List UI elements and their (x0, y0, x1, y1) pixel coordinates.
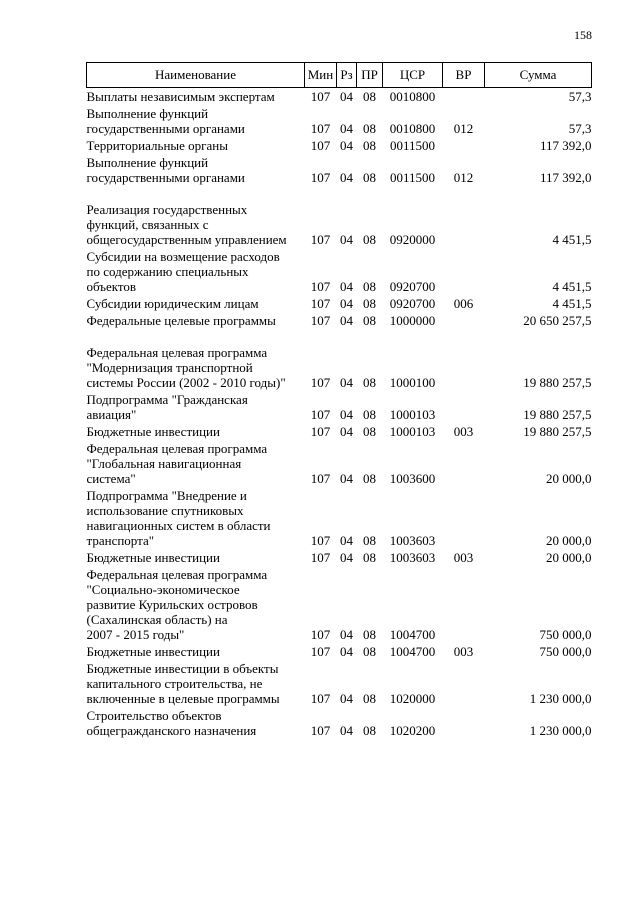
row-name (87, 154, 305, 186)
table-row (87, 248, 592, 295)
row-name-line: Субсидии на возмещение расходов (86, 249, 280, 264)
row-name-line: государственными органами (86, 170, 245, 185)
row-name (87, 295, 305, 312)
row-rz: 04 (340, 471, 353, 486)
row-rz: 04 (340, 313, 353, 328)
row-min: 107 (310, 279, 331, 294)
header-csr: ЦСР (383, 63, 443, 88)
row-name-line: Выполнение функций (86, 155, 209, 170)
row-name (87, 487, 305, 549)
header-sum: Сумма (485, 63, 592, 88)
spacer-cell (87, 186, 592, 201)
row-name-line: Выполнение функций (86, 106, 209, 121)
header-pr: ПР (357, 63, 383, 88)
table-row (87, 154, 592, 186)
row-min: 107 (310, 533, 331, 548)
row-name-line: система" (86, 471, 136, 486)
row-sum: 19 880 257,5 (523, 407, 592, 422)
table-row (87, 487, 592, 549)
row-vr: 003 (453, 550, 474, 565)
row-name-line: Выплаты независимым экспертам (86, 89, 275, 104)
row-sum: 4 451,5 (552, 232, 592, 247)
row-min: 107 (310, 170, 331, 185)
row-rz: 04 (340, 170, 353, 185)
row-vr: 003 (453, 644, 474, 659)
row-name-line: Федеральная целевая программа (86, 567, 268, 582)
row-vr: 012 (453, 170, 474, 185)
row-name-line: Субсидии юридическим лицам (86, 296, 259, 311)
row-vr: 003 (453, 424, 474, 439)
row-min: 107 (310, 627, 331, 642)
row-pr: 08 (363, 550, 376, 565)
table-row (87, 105, 592, 137)
row-csr: 0010800 (389, 89, 436, 104)
row-rz: 04 (340, 424, 353, 439)
row-name-line: Федеральная целевая программа (86, 441, 268, 456)
row-name (87, 88, 305, 106)
row-csr: 1020000 (389, 691, 436, 706)
spacer-row (87, 186, 592, 201)
table-row (87, 137, 592, 154)
row-vr (443, 707, 485, 739)
row-min: 107 (310, 550, 331, 565)
row-name (87, 440, 305, 487)
row-csr: 0920700 (389, 279, 436, 294)
row-rz: 04 (340, 691, 353, 706)
row-sum: 117 392,0 (539, 138, 592, 153)
row-sum: 4 451,5 (552, 279, 592, 294)
table-row (87, 549, 592, 566)
budget-table (86, 62, 592, 739)
row-csr: 1000103 (389, 407, 436, 422)
row-csr: 0011500 (389, 170, 436, 185)
row-pr: 08 (363, 296, 376, 311)
row-name-line: использование спутниковых (86, 503, 244, 518)
header-rz: Рз (337, 63, 357, 88)
row-min: 107 (310, 691, 331, 706)
row-vr (443, 660, 485, 707)
row-name-line: объектов (86, 279, 137, 294)
row-sum: 750 000,0 (539, 644, 592, 659)
row-pr: 08 (363, 279, 376, 294)
row-min: 107 (310, 375, 331, 390)
row-rz: 04 (340, 89, 353, 104)
row-name-line: по содержанию специальных (86, 264, 249, 279)
table-row (87, 391, 592, 423)
row-name-line: "Глобальная навигационная (86, 456, 242, 471)
row-pr: 08 (363, 313, 376, 328)
row-csr: 1000000 (389, 313, 436, 328)
row-csr: 0920700 (389, 296, 436, 311)
spacer-cell (87, 329, 592, 344)
row-name-line: транспорта" (86, 533, 155, 548)
row-name-line: Подпрограмма "Гражданская (86, 392, 248, 407)
row-pr: 08 (363, 407, 376, 422)
row-name-line: Бюджетные инвестиции в объекты (86, 661, 279, 676)
row-vr (443, 312, 485, 329)
row-min: 107 (310, 89, 331, 104)
row-min: 107 (310, 232, 331, 247)
row-name (87, 549, 305, 566)
header-name: Наименование (87, 63, 305, 88)
row-name-line: Бюджетные инвестиции (86, 424, 220, 439)
header-min: Мин (305, 63, 337, 88)
row-rz: 04 (340, 296, 353, 311)
row-sum: 19 880 257,5 (523, 424, 592, 439)
row-name (87, 248, 305, 295)
row-min: 107 (310, 471, 331, 486)
row-rz: 04 (340, 232, 353, 247)
row-name-line: капитального строительства, не (86, 676, 263, 691)
row-rz: 04 (340, 644, 353, 659)
row-min: 107 (310, 296, 331, 311)
table-header-row (87, 63, 592, 88)
row-name (87, 643, 305, 660)
row-vr (443, 344, 485, 391)
row-pr: 08 (363, 121, 376, 136)
row-sum: 117 392,0 (539, 170, 592, 185)
spacer-row (87, 329, 592, 344)
row-min: 107 (310, 424, 331, 439)
row-min: 107 (310, 313, 331, 328)
row-sum: 1 230 000,0 (529, 723, 592, 738)
row-vr (443, 440, 485, 487)
row-vr (443, 391, 485, 423)
header-vr: ВР (443, 63, 485, 88)
row-name-line: Бюджетные инвестиции (86, 644, 220, 659)
row-name-line: государственными органами (86, 121, 245, 136)
row-pr: 08 (363, 89, 376, 104)
row-name (87, 391, 305, 423)
row-vr (443, 487, 485, 549)
row-pr: 08 (363, 533, 376, 548)
row-csr: 0920000 (389, 232, 436, 247)
row-sum: 57,3 (568, 89, 592, 104)
row-sum: 20 000,0 (546, 471, 592, 486)
row-pr: 08 (363, 471, 376, 486)
row-pr: 08 (363, 723, 376, 738)
row-name-line: Подпрограмма "Внедрение и (86, 488, 247, 503)
row-csr: 1000100 (389, 375, 436, 390)
row-rz: 04 (340, 627, 353, 642)
row-name-line: Территориальные органы (86, 138, 228, 153)
row-pr: 08 (363, 232, 376, 247)
row-name-line: функций, связанных с (86, 217, 209, 232)
row-name-line: "Модернизация транспортной (86, 360, 253, 375)
row-rz: 04 (340, 138, 353, 153)
row-sum: 1 230 000,0 (529, 691, 592, 706)
row-pr: 08 (363, 424, 376, 439)
row-min: 107 (310, 644, 331, 659)
row-vr (443, 566, 485, 643)
row-name-line: Реализация государственных (86, 202, 248, 217)
row-rz: 04 (340, 375, 353, 390)
row-name (87, 137, 305, 154)
table-row (87, 566, 592, 643)
row-csr: 1003603 (389, 533, 436, 548)
row-pr: 08 (363, 138, 376, 153)
row-name (87, 707, 305, 739)
row-pr: 08 (363, 375, 376, 390)
row-name-line: "Социально-экономическое (86, 582, 240, 597)
page-number: 158 (574, 28, 592, 42)
row-name (87, 660, 305, 707)
row-name-line: навигационных систем в области (86, 518, 271, 533)
row-sum: 750 000,0 (539, 627, 592, 642)
row-sum: 4 451,5 (552, 296, 592, 311)
row-name-line: включенные в целевые программы (86, 691, 280, 706)
row-sum: 20 000,0 (546, 533, 592, 548)
row-csr: 1003603 (389, 550, 436, 565)
row-pr: 08 (363, 170, 376, 185)
row-pr: 08 (363, 691, 376, 706)
row-name-line: авиация" (86, 407, 137, 422)
row-pr: 08 (363, 627, 376, 642)
row-min: 107 (310, 138, 331, 153)
table-row (87, 423, 592, 440)
row-csr: 0011500 (389, 138, 436, 153)
row-name-line: развитие Курильских островов (86, 597, 258, 612)
table-row (87, 312, 592, 329)
row-rz: 04 (340, 533, 353, 548)
row-sum: 19 880 257,5 (523, 375, 592, 390)
row-name-line: системы России (2002 - 2010 годы)" (86, 375, 286, 390)
row-sum: 20 650 257,5 (523, 313, 592, 328)
row-rz: 04 (340, 121, 353, 136)
row-name-line: 2007 - 2015 годы" (86, 627, 185, 642)
row-vr: 006 (453, 296, 474, 311)
row-rz: 04 (340, 279, 353, 294)
table-row (87, 707, 592, 739)
row-min: 107 (310, 723, 331, 738)
row-name (87, 344, 305, 391)
table-row (87, 643, 592, 660)
table-row (87, 295, 592, 312)
row-vr: 012 (453, 121, 474, 136)
row-name-line: общегражданского назначения (86, 723, 257, 738)
table-body (87, 88, 592, 740)
row-vr (443, 88, 485, 106)
row-name-line: Строительство объектов (86, 708, 222, 723)
row-name (87, 201, 305, 248)
row-rz: 04 (340, 550, 353, 565)
row-name-line: общегосударственным управлением (86, 232, 287, 247)
row-min: 107 (310, 407, 331, 422)
row-name (87, 423, 305, 440)
table-row (87, 660, 592, 707)
row-pr: 08 (363, 644, 376, 659)
row-min: 107 (310, 121, 331, 136)
row-vr (443, 201, 485, 248)
row-name (87, 105, 305, 137)
row-name-line: (Сахалинская область) на (86, 612, 228, 627)
row-csr: 1003600 (389, 471, 436, 486)
row-sum: 20 000,0 (546, 550, 592, 565)
row-name (87, 566, 305, 643)
row-csr: 1020200 (389, 723, 436, 738)
row-sum: 57,3 (568, 121, 592, 136)
row-rz: 04 (340, 407, 353, 422)
row-rz: 04 (340, 723, 353, 738)
row-name-line: Федеральные целевые программы (86, 313, 276, 328)
table-row (87, 201, 592, 248)
row-name (87, 312, 305, 329)
row-csr: 0010800 (389, 121, 436, 136)
row-csr: 1004700 (389, 644, 436, 659)
row-name-line: Бюджетные инвестиции (86, 550, 220, 565)
row-vr (443, 137, 485, 154)
table-row (87, 88, 592, 106)
row-vr (443, 248, 485, 295)
table-row (87, 344, 592, 391)
row-name-line: Федеральная целевая программа (86, 345, 268, 360)
row-csr: 1000103 (389, 424, 436, 439)
row-csr: 1004700 (389, 627, 436, 642)
table-row (87, 440, 592, 487)
